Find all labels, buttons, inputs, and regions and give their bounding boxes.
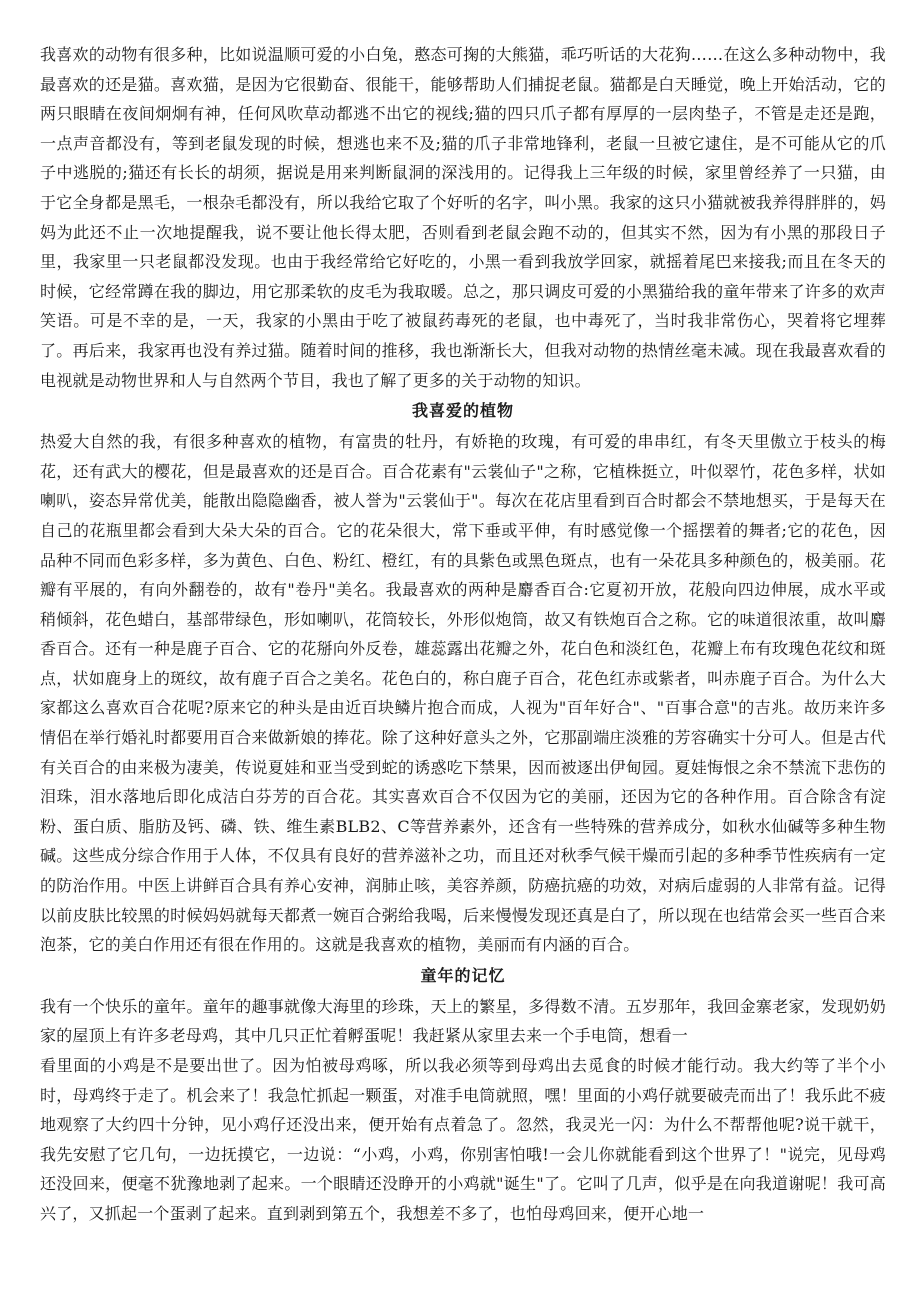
childhood-essay-title: 童年的记忆 (420, 965, 506, 985)
plant-essay-paragraph: 热爱大自然的我，有很多种喜欢的植物，有富贵的牡丹，有娇艳的玫瑰，有可爱的串串红，有冬天里傲立于枝头的梅花，还有武大的樱花，但是最喜欢的还是百合。百合花素有"云裳仙子"之称，它植株挺立，叶似翠竹，花色多样，状如喇叭，姿态异常优美，能散出隐隐幽香，被人誉为"云裳仙于"。每次在花店里看到百合时都会不禁地想买，于是每天在自己的花瓶里都会看到大朵大朵的百合。它的花朵很大，常下垂或平伸，有时感觉像一个摇摆着的舞者;它的花色，因品种不同而色彩多样，多为黄色、白色、粉红、橙红，有的具紫色或黑色斑点，也有一朵花具多种颜色的，极美丽。花瓣有平展的，有向外翻卷的，故有"卷丹"美名。我最喜欢的两种是麝香百合:它夏初开放，花般向四边伸展，成水平或稍倾斜，花色蜡白，基部带绿色，形如喇叭，花筒较长，外形似炮筒，故又有铁炮百合之称。它的味道很浓重，故叫麝香百合。还有一种是鹿子百合、它的花掰向外反卷，雄蕊露出花瓣之外，花白色和淡红色，花瓣上布有玫瑰色花纹和斑点，状如鹿身上的斑纹，故有鹿子百合之美名。花色白的，称白鹿子百合，花色红赤或紫者，叫赤鹿子百合。为什么大家都这么喜欢百合花呢?原来它的种头是由近百块鳞片抱合而成，人视为"百年好合"、"百事合意"的吉兆。故历来许多情侣在举行婚礼时都要用百合来做新娘的捧花。除了这种好意头之外，它那副端庄淡雅的芳容确实十分可人。但是古代有关百合的由来极为凄美，传说夏娃和亚当受到蛇的诱惑吃下禁果，因而被逐出伊甸园。夏娃悔恨之余不禁流下悲伤的泪珠，泪水落地后即化成洁白芬芳的百合花。其实喜欢百合不仅因为它的美丽，还因为它的各种作用。百合除含有淀粉、蛋白质、脂肪及钙、磷、铁、维生素BLB2、C等营养素外，还含有一些特殊的营养成分，如秋水仙碱等多种生物碱。这些成分综合作用于人体，不仅具有良好的营养滋补之功，而且还对秋季气候干燥而引起的多种季节性疾病有一定的防治作用。中医上讲鲜百合具有养心安神，润肺止咳，美容养颜，防癌抗癌的功效，对病后虚弱的人非常有益。记得以前皮肤比较黑的时候妈妈就每天都煮一婉百合粥给我喝，后来慢慢发现还真是白了，所以现在也结常会买一些百合来泡茶，它的美白作用还有很在作用的。这就是我喜欢的植物，美丽而有内涵的百合。 (40, 432, 886, 955)
childhood-essay-paragraph-2: 看里面的小鸡是不是要出世了。因为怕被母鸡啄，所以我必须等到母鸡出去觅食的时候才能行动。我大约等了半个小时，母鸡终于走了。机会来了！我急忙抓起一颗蛋，对准手电筒就照，嘿！里面的小鸡仔就要破壳而出了！我乐此不疲地观察了大约四十分钟，见小鸡仔还没出来，便开始有点着急了。忽然，我灵光一闪：为什么不帮帮他呢?说干就干，我先安慰了它几句，一边抚摸它，一边说：“小鸡，小鸡，你别害怕哦!一会儿你就能看到这个世界了！"说完，见母鸡还没回来，便毫不犹豫地剥了起来。一个眼睛还没睁开的小鸡就"诞生"了。它叫了几声，似乎是在向我道谢呢！我可高兴了，又抓起一个蛋剥了起来。直到剥到第五个，我想差不多了，也怕母鸡回来，便开心地一 (40, 1056, 886, 1223)
document-page (40, 40, 886, 1229)
childhood-essay-paragraph-1: 我有一个快乐的童年。童年的趣事就像大海里的珍珠，天上的繁星，多得数不清。五岁那年，我回金寨老家，发现奶奶家的屋顶上有许多老母鸡，其中几只正忙着孵蛋呢！我赶紧从家里去来一个手电筒，想看一 (40, 996, 886, 1046)
animal-essay-paragraph: 我喜欢的动物有很多种，比如说温顺可爱的小白兔，憨态可掬的大熊猫，乖巧听话的大花狗……在这么多种动物中，我最喜欢的还是猫。喜欢猫，是因为它很勤奋、很能干，能够帮助人们捕捉老鼠。猫都是白天睡觉，晚上开始活动，它的两只眼睛在夜间炯炯有神，任何风吹草动都逃不出它的视线;猫的四只爪子都有厚厚的一层肉垫子，不管是走还是跑，一点声音都没有，等到老鼠发现的时候，想逃也来不及;猫的爪子非常地锋利，老鼠一旦被它逮住，是不可能从它的爪子中逃脱的;猫还有长长的胡须，据说是用来判断鼠洞的深浅用的。记得我上三年级的时候，家里曾经养了一只猫，由于它全身都是黑毛，一根杂毛都没有，所以我给它取了个好听的名字，叫小黑。我家的这只小猫就被我养得胖胖的，妈妈为此还不止一次地提醒我，说不要让他长得太肥，否则看到老鼠会跑不动的，但其实不然，因为有小黑的那段日子里，我家里一只老鼠都没发现。也由于我经常给它好吃的，小黑一看到我放学回家，就摇着尾巴来接我;而且在冬天的时候，它经常蹲在我的脚边，用它那柔软的皮毛为我取暖。总之，那只调皮可爱的小黑猫给我的童年带来了许多的欢声笑语。可是不幸的是，一天，我家的小黑由于吃了被鼠药毒死的老鼠，也中毒死了，当时我非常伤心，哭着将它埋葬了。再后来，我家再也没有养过猫。随着时间的推移，我也渐渐长大，但我对动物的热情丝毫未减。现在我最喜欢看的电视就是动物世界和人与自然两个节目，我也了解了更多的关于动物的知识。 (40, 45, 886, 390)
plant-essay-title: 我喜爱的植物 (411, 401, 514, 421)
